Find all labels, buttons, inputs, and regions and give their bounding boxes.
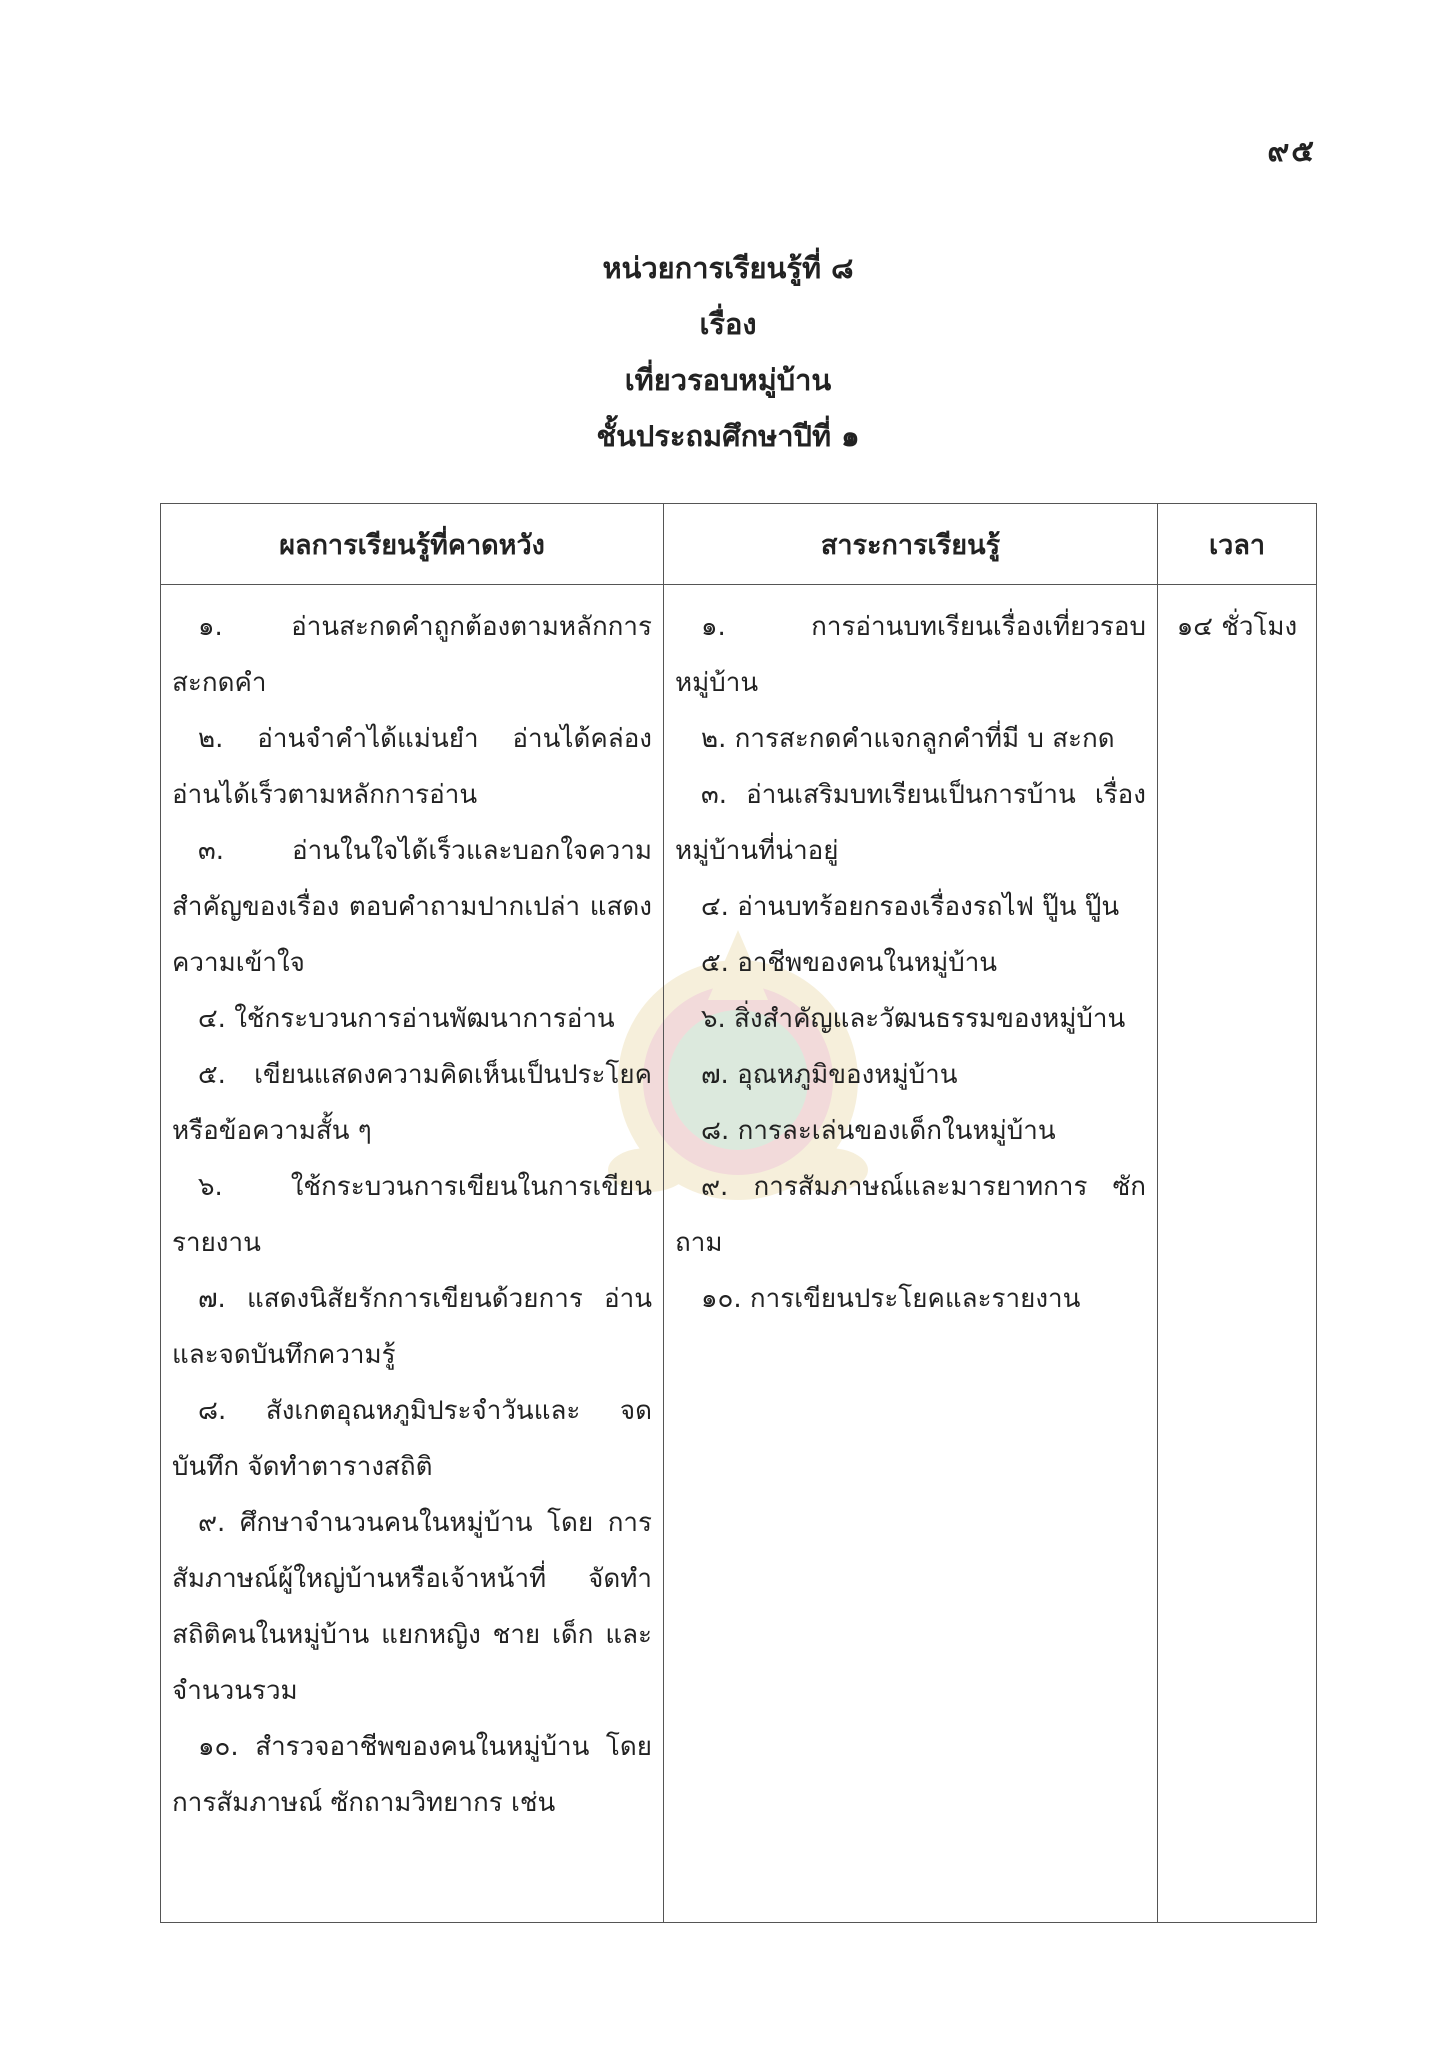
content-item: ๕. อาชีพของคนในหมู่บ้าน	[701, 948, 998, 978]
content-item: ๑. การอ่านบทเรียนเรื่องเที่ยวรอบ หมู่บ้าน	[675, 612, 1146, 698]
document-header	[0, 240, 1456, 464]
header-time: เวลา	[1158, 504, 1317, 585]
contents-list	[665, 599, 1156, 1327]
learning-plan-table	[160, 503, 1317, 1923]
content-item: ๑๐. การเขียนประโยคและรายงาน	[701, 1284, 1081, 1314]
unit-title: หน่วยการเรียนรู้ที่ ๘	[602, 251, 854, 285]
outcome-item: ๗. แสดงนิสัยรักการเขียนด้วยการ อ่านและจดบันทึกความรู้	[172, 1284, 652, 1370]
outcome-item: ๑. อ่านสะกดคำถูกต้องตามหลักการสะกดคำ	[172, 612, 652, 698]
header-outcomes: ผลการเรียนรู้ที่คาดหวัง	[161, 504, 664, 585]
content-item: ๖. สิ่งสำคัญและวัฒนธรรมของหมู่บ้าน	[701, 1004, 1126, 1034]
outcome-item: ๓. อ่านในใจได้เร็วและบอกใจความสำคัญของเรื่อง ตอบคำถามปากเปล่า แสดงความเข้าใจ	[172, 836, 652, 978]
outcomes-list	[162, 599, 662, 1831]
outcome-item: ๒. อ่านจำคำได้แม่นยำ อ่านได้คล่อง อ่านได้เร็วตามหลักการอ่าน	[172, 724, 652, 810]
table-row	[161, 585, 1317, 1923]
topic-title: เที่ยวรอบหมู่บ้าน	[624, 363, 832, 397]
time-cell	[1158, 585, 1317, 1923]
content-item: ๗. อุณหภูมิของหมู่บ้าน	[701, 1060, 958, 1090]
outcome-item: ๖. ใช้กระบวนการเขียนในการเขียน รายงาน	[172, 1172, 652, 1258]
subject-label: เรื่อง	[699, 307, 757, 341]
outcome-item: ๕. เขียนแสดงความคิดเห็นเป็นประโยค หรือข้อความสั้น ๆ	[172, 1060, 652, 1146]
outcome-item: ๘. สังเกตอุณหภูมิประจำวันและ จดบันทึก จัดทำตารางสถิติ	[172, 1396, 652, 1482]
page-number: ๙๕	[1267, 134, 1316, 169]
header-contents: สาระการเรียนรู้	[664, 504, 1158, 585]
grade-label: ชั้นประถมศึกษาปีที่ ๑	[596, 419, 860, 453]
contents-cell	[664, 585, 1158, 1923]
outcome-item: ๙. ศึกษาจำนวนคนในหมู่บ้าน โดย การสัมภาษณ์ผู้ใหญ่บ้านหรือเจ้าหน้าที่ จัดทำสถิติคนในหมู่บ้าน แยกหญิง ชาย เด็ก และจำนวนรวม	[172, 1508, 652, 1706]
outcome-item: ๑๐. สำรวจอาชีพของคนในหมู่บ้าน โดยการสัมภาษณ์ ซักถามวิทยากร เช่น	[172, 1732, 652, 1818]
outcomes-cell	[161, 585, 664, 1923]
content-item: ๘. การละเล่นของเด็กในหมู่บ้าน	[701, 1116, 1056, 1146]
content-item: ๓. อ่านเสริมบทเรียนเป็นการบ้าน เรื่อง หมู่บ้านที่น่าอยู่	[675, 780, 1146, 866]
content-item: ๒. การสะกดคำแจกลูกคำที่มี บ สะกด	[701, 724, 1115, 754]
outcome-item: ๔. ใช้กระบวนการอ่านพัฒนาการอ่าน	[198, 1004, 615, 1034]
time-value: ๑๔ ชั่วโมง	[1176, 612, 1298, 642]
content-item: ๔. อ่านบทร้อยกรองเรื่องรถไฟ ปู๊น ปู๊น	[701, 892, 1120, 922]
content-item: ๙. การสัมภาษณ์และมารยาทการ ซักถาม	[675, 1172, 1146, 1258]
table-header-row	[161, 504, 1317, 585]
